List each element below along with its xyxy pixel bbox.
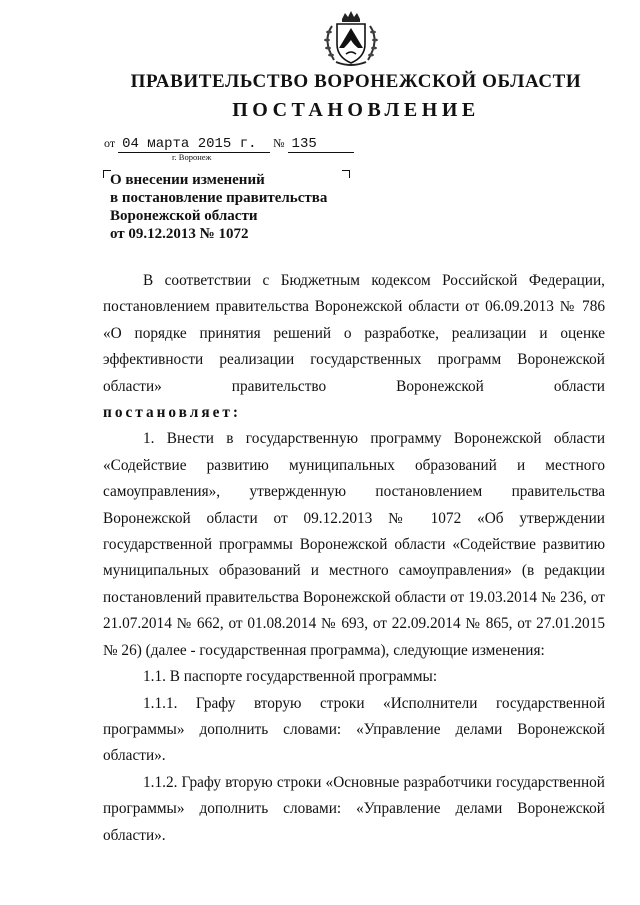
document-number: 135 <box>288 137 354 153</box>
date-prefix: от <box>104 136 116 150</box>
subject-line: О внесении изменений <box>110 172 265 188</box>
city-label: г. Воронеж <box>172 152 212 162</box>
document-type-title: ПОСТАНОВЛЕНИЕ <box>232 99 480 121</box>
paragraph-1: 1. Внести в государственную программу Воронежской области «Содействие развитию муниципальных образований и местного самоуправления», утвержденную постановлением правительства Воронежской области от 09.12.2013 № 1072 «Об утверждении государственной программы Воронежской области «Содействие развитию муниципальных образований и местного самоуправления» (в редакции постановлений правительства Воронежской области от 19.03.2014 № 236, от 21.07.2014 № 662, от 01.08.2014 № 693, от 22.09.2014 № 865, от 27.01.2015 № 26) (далее - государственная программа), следующие изменения: <box>103 430 605 659</box>
document-subject <box>110 171 327 243</box>
document-date: 04 марта 2015 г. <box>118 137 270 153</box>
organization-title: ПРАВИТЕЛЬСТВО ВОРОНЕЖСКОЙ ОБЛАСТИ <box>130 71 582 92</box>
document-body <box>103 268 605 849</box>
resolves-word: постановляет: <box>103 404 241 422</box>
subject-line: Воронежской области <box>110 208 258 224</box>
paragraph-1-1-1: 1.1.1. Графу вторую строки «Исполнители государственной программы» дополнить словами: «Управление делами Воронежской области». <box>103 694 605 765</box>
paragraph-1-1: 1.1. В паспорте государственной программы: <box>143 668 438 686</box>
preamble-paragraph: В соответствии с Бюджетным кодексом Российской Федерации, постановлением правительства Воронежской области от 06.09.2013 № 786 «О порядке принятия решений о разработке, реализации и оценке эффективности реализации государственных программ Воронежской области» правительство Воронежской области <box>103 272 605 395</box>
paragraph-1-1-2: 1.1.2. Графу вторую строки «Основные разработчики государственной программы» дополнить словами: «Управление делами Воронежской области». <box>103 773 605 844</box>
document-requisites <box>104 136 354 153</box>
number-prefix: № <box>273 136 285 150</box>
subject-corner-right <box>342 170 350 178</box>
subject-line: в постановление правительства <box>110 190 328 206</box>
resolves-line <box>103 400 605 426</box>
coat-of-arms-emblem <box>318 10 384 68</box>
subject-line: от 09.12.2013 № 1072 <box>110 226 249 242</box>
